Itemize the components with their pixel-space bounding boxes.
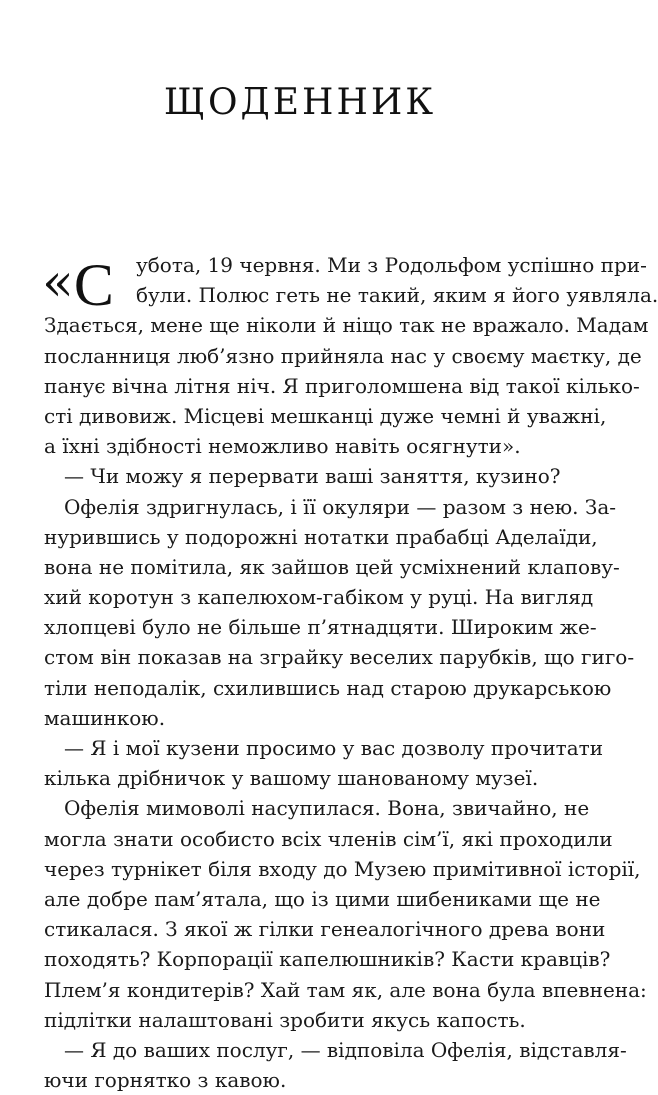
text-line: могла знати особисто всіх членів сім’ї, які проходили [44,826,613,851]
text-line: посланниця люб’язно прийняла нас у своєму маєтку, де [44,343,642,368]
opening-quote-mark: « [42,253,74,313]
text-line: панує вічна літня ніч. Я приголомшена від такої кілько- [44,373,640,398]
text-line: ючи горнятко з кавою. [44,1068,287,1093]
text-line: нурившись у подорожні нотатки прабабці Аделаїди, [44,524,598,549]
text-line: машинкою. [44,705,166,730]
text-line: тіли неподалік, схилившись над старою друкарською [44,675,612,700]
text-line: Офелія мимоволі насупилася. Вона, звичайно, не [64,796,590,821]
text-line: — Я до ваших послуг, — відповіла Офелія, відставля- [64,1037,627,1062]
text-line: підлітки налаштовані зробити якусь капость. [44,1007,526,1032]
text-line: стом він показав на зграйку веселих парубків, що гиго- [44,645,635,670]
opening-line-2 [44,280,658,310]
text-line: стикалася. З якої ж гілки генеалогічного древа вони [44,917,606,942]
opening-text-line: убота, 19 червня. Ми з Родольфом успішно при- [136,252,647,277]
text-line: хий коротун з капелюхом-габіком у руці. На вигляд [44,585,594,610]
text-line: Здається, мене ще ніколи й ніщо так не вражало. Мадам [44,313,649,338]
text-line: сті дивовиж. Місцеві мешканці дуже чемні й уважні, [44,403,607,428]
text-line: — Я і мої кузени просимо у вас дозволу прочитати [64,736,604,760]
text-line: вона не помітила, як зайшов цей усміхнений клапову- [44,554,620,579]
chapter-title: ЩОДЕННИК [163,82,437,123]
text-line: через турнікет біля входу до Музею примітивної історії, [44,856,641,881]
text-line: а їхні здібності неможливо навіть осягнути». [44,434,521,459]
text-line: Плем’я кондитерів? Хай там як, але вона була впевнена: [44,977,647,1002]
body-text [42,250,658,1095]
text-lines [44,310,649,1095]
text-line: — Чи можу я перервати ваші заняття, кузино? [64,464,561,489]
text-line: походять? Корпорації капелюшників? Касти кравців? [44,947,611,972]
dropcap-letter: С [73,252,114,318]
opening-text-line: були. Полюс геть не такий, яким я його уявляла. [136,283,658,308]
text-line: кілька дрібничок у вашому шанованому музеї. [44,766,539,791]
text-line: Офелія здригнулась, і її окуляри — разом з нею. За- [64,494,617,519]
text-line: але добре пам’ятала, що із цими шибениками ще не [44,886,601,911]
text-line: хлопцеві було не більше п’ятнадцяти. Широким же- [44,615,597,640]
